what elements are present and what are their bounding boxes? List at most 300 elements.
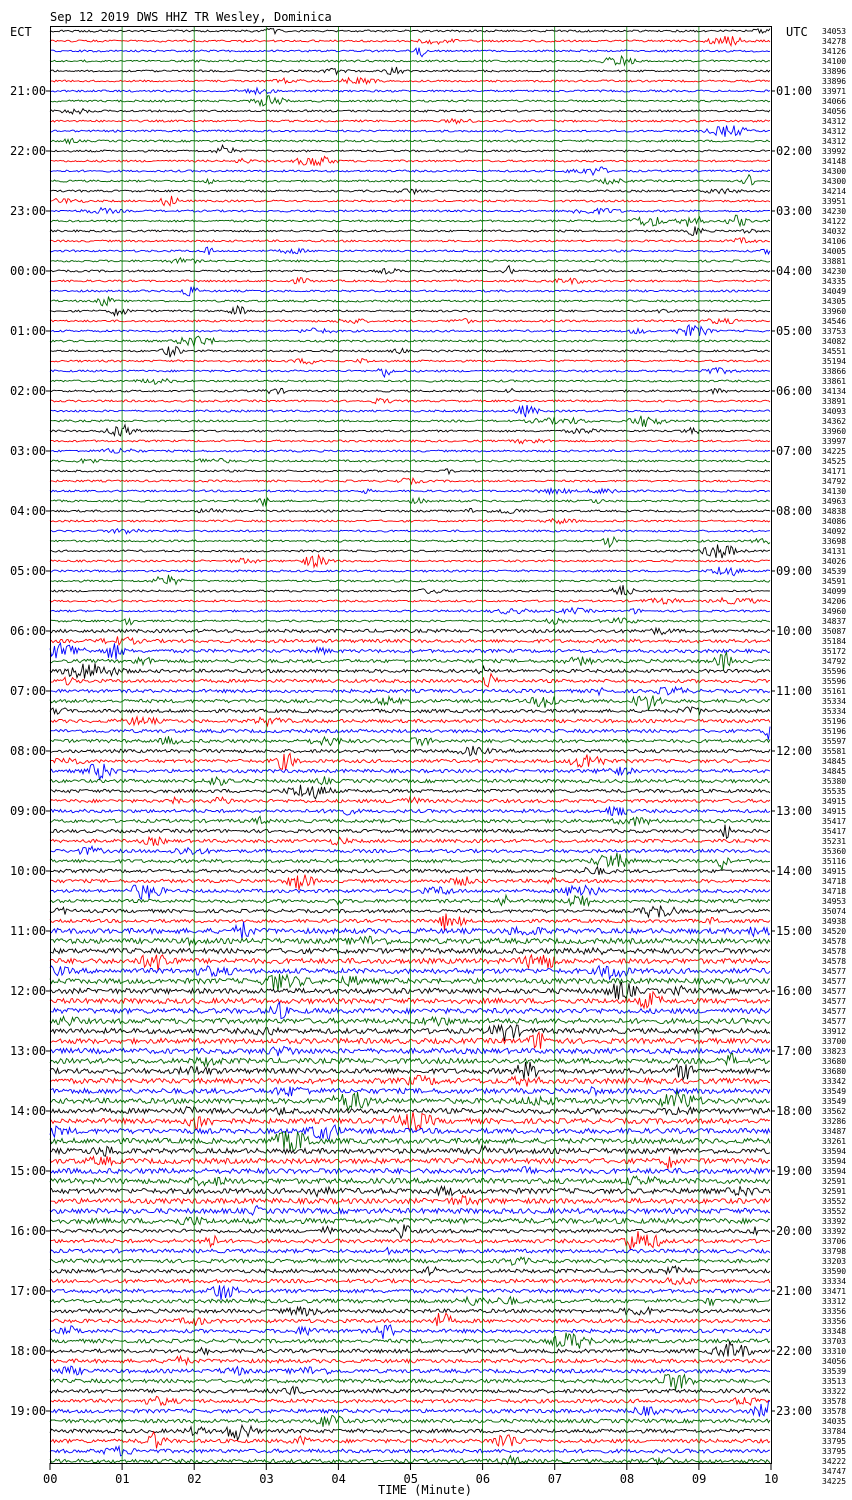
seismic-trace xyxy=(50,1278,770,1285)
trace-count-label: 34312 xyxy=(822,117,847,126)
trace-count-label: 33798 xyxy=(822,1247,847,1256)
seismic-trace xyxy=(50,1266,770,1275)
left-hour-label: 23:00 xyxy=(10,204,47,218)
seismic-trace xyxy=(50,687,770,695)
trace-count-label: 34049 xyxy=(822,287,847,296)
seismic-trace xyxy=(50,1032,770,1049)
seismic-trace xyxy=(50,508,770,513)
seismic-trace xyxy=(50,319,770,324)
seismic-trace xyxy=(50,469,770,474)
right-hour-label: 06:00 xyxy=(776,384,813,398)
trace-count-label: 34171 xyxy=(822,467,847,476)
right-hour-label: 16:00 xyxy=(776,984,813,998)
trace-count-label: 34122 xyxy=(822,217,847,226)
trace-count-label: 34100 xyxy=(822,57,847,66)
seismic-trace xyxy=(50,776,770,785)
trace-count-label: 34106 xyxy=(822,237,847,246)
trace-count-label: 35360 xyxy=(822,847,847,856)
trace-count-label: 34214 xyxy=(822,187,847,196)
trace-count-label: 34300 xyxy=(822,177,847,186)
seismic-trace xyxy=(50,1425,770,1440)
seismic-trace xyxy=(50,575,770,585)
trace-count-label: 34578 xyxy=(822,957,847,966)
seismic-trace xyxy=(50,96,770,106)
seismic-trace xyxy=(50,895,770,906)
trace-count-label: 35380 xyxy=(822,777,847,786)
seismic-trace xyxy=(50,1217,770,1225)
seismic-trace xyxy=(50,208,770,215)
seismic-trace xyxy=(50,78,770,84)
left-time-axis xyxy=(10,84,50,1418)
seismic-trace xyxy=(50,797,770,804)
seismic-trace xyxy=(50,1297,770,1306)
trace-count-label: 33753 xyxy=(822,327,847,336)
trace-count-label: 33680 xyxy=(822,1067,847,1076)
left-hour-label: 09:00 xyxy=(10,804,47,818)
trace-count-label: 33334 xyxy=(822,1277,847,1286)
seismic-trace xyxy=(50,1401,770,1417)
trace-count-label: 33578 xyxy=(822,1397,847,1406)
seismic-trace xyxy=(50,1333,770,1349)
trace-count-label: 33700 xyxy=(822,1037,847,1046)
trace-count-label: 34035 xyxy=(822,1417,847,1426)
seismic-trace xyxy=(50,458,770,463)
trace-count-label: 33706 xyxy=(822,1237,847,1246)
left-hour-label: 16:00 xyxy=(10,1224,47,1238)
seismic-trace xyxy=(50,1131,770,1151)
seismic-trace xyxy=(50,1396,770,1405)
seismic-trace xyxy=(50,405,770,417)
trace-count-label: 35231 xyxy=(822,837,847,846)
trace-count-label: 32591 xyxy=(822,1177,847,1186)
trace-count-label: 33992 xyxy=(822,147,847,156)
right-hour-label: 20:00 xyxy=(776,1224,813,1238)
seismic-trace xyxy=(50,88,770,94)
seismic-trace xyxy=(50,1106,770,1115)
seismic-trace xyxy=(50,807,770,816)
left-hour-label: 03:00 xyxy=(10,444,47,458)
seismic-trace xyxy=(50,696,770,710)
left-hour-label: 04:00 xyxy=(10,504,47,518)
seismic-trace xyxy=(50,875,770,890)
trace-count-label: 35196 xyxy=(822,727,847,736)
trace-count-label: 34539 xyxy=(822,567,847,576)
x-tick-label: 09 xyxy=(691,1472,707,1486)
seismic-trace xyxy=(50,416,770,427)
trace-count-column xyxy=(822,27,846,1486)
seismic-trace xyxy=(50,238,770,243)
seismic-trace xyxy=(50,1307,770,1316)
seismic-trace xyxy=(50,555,770,567)
seismic-trace xyxy=(50,529,770,534)
left-hour-label: 00:00 xyxy=(10,264,47,278)
trace-count-label: 34056 xyxy=(822,1357,847,1366)
trace-count-label: 34086 xyxy=(822,517,847,526)
trace-count-label: 34577 xyxy=(822,1017,847,1026)
seismic-trace xyxy=(50,636,770,645)
left-hour-label: 15:00 xyxy=(10,1164,47,1178)
trace-count-label: 33590 xyxy=(822,1267,847,1276)
seismic-trace xyxy=(50,215,770,226)
seismic-trace xyxy=(50,449,770,454)
seismic-trace xyxy=(50,297,770,306)
trace-count-label: 33703 xyxy=(822,1337,847,1346)
trace-count-label: 33795 xyxy=(822,1447,847,1456)
trace-count-label: 33203 xyxy=(822,1257,847,1266)
trace-count-label: 33471 xyxy=(822,1287,847,1296)
x-tick-label: 07 xyxy=(547,1472,563,1486)
seismic-trace xyxy=(50,567,770,576)
trace-count-label: 35596 xyxy=(822,667,847,676)
seismic-trace xyxy=(50,674,770,687)
trace-count-label: 34300 xyxy=(822,167,847,176)
trace-count-label: 35417 xyxy=(822,817,847,826)
trace-count-label: 34960 xyxy=(822,607,847,616)
seismic-trace xyxy=(50,1374,770,1390)
trace-count-label: 33578 xyxy=(822,1407,847,1416)
seismic-trace xyxy=(50,608,770,614)
trace-count-label: 33784 xyxy=(822,1427,847,1436)
seismic-trace xyxy=(50,398,770,403)
trace-count-label: 34915 xyxy=(822,797,847,806)
seismic-trace xyxy=(50,226,770,235)
trace-count-label: 33912 xyxy=(822,1027,847,1036)
trace-count-label: 33997 xyxy=(822,437,847,446)
seismic-trace xyxy=(50,585,770,595)
trace-count-label: 33261 xyxy=(822,1137,847,1146)
trace-count-label: 33356 xyxy=(822,1307,847,1316)
trace-count-label: 33594 xyxy=(822,1167,847,1176)
right-hour-label: 23:00 xyxy=(776,1404,813,1418)
seismic-trace xyxy=(50,628,770,635)
right-hour-label: 12:00 xyxy=(776,744,813,758)
seismic-trace xyxy=(50,478,770,484)
seismic-trace xyxy=(50,837,770,846)
seismic-trace xyxy=(50,1156,770,1169)
right-hour-label: 08:00 xyxy=(776,504,813,518)
seismic-trace xyxy=(50,1231,770,1250)
seismic-trace xyxy=(50,379,770,385)
seismic-trace xyxy=(50,906,770,918)
seismic-trace xyxy=(50,922,770,940)
trace-count-label: 34845 xyxy=(822,767,847,776)
trace-count-label: 33487 xyxy=(822,1127,847,1136)
trace-count-label: 33552 xyxy=(822,1197,847,1206)
trace-count-label: 33552 xyxy=(822,1207,847,1216)
trace-count-label: 35597 xyxy=(822,737,847,746)
right-hour-label: 17:00 xyxy=(776,1044,813,1058)
seismic-trace xyxy=(50,388,770,394)
trace-count-label: 33881 xyxy=(822,257,847,266)
trace-count-label: 34032 xyxy=(822,227,847,236)
trace-count-label: 33823 xyxy=(822,1047,847,1056)
right-timezone-label: UTC xyxy=(786,25,808,39)
trace-count-label: 34915 xyxy=(822,807,847,816)
seismic-trace xyxy=(50,825,770,839)
seismic-trace xyxy=(50,816,770,826)
trace-count-label: 35417 xyxy=(822,827,847,836)
trace-count-label: 35074 xyxy=(822,907,847,916)
trace-count-label: 33549 xyxy=(822,1097,847,1106)
seismic-trace xyxy=(50,1091,770,1110)
seismic-trace xyxy=(50,992,770,1008)
trace-count-label: 35334 xyxy=(822,707,847,716)
seismic-trace xyxy=(50,1087,770,1096)
trace-count-label: 33539 xyxy=(822,1367,847,1376)
seismic-trace xyxy=(50,1112,770,1131)
x-tick-label: 04 xyxy=(331,1472,346,1486)
seismic-trace xyxy=(50,1386,770,1394)
seismic-trace xyxy=(50,1447,770,1456)
trace-count-label: 34525 xyxy=(822,457,847,466)
trace-count-label: 34362 xyxy=(822,417,847,426)
trace-count-label: 33866 xyxy=(822,367,847,376)
x-tick-label: 05 xyxy=(403,1472,418,1486)
seismic-trace xyxy=(50,936,770,945)
left-timezone-label: ECT xyxy=(10,25,32,39)
trace-count-label: 35334 xyxy=(822,697,847,706)
trace-count-label: 34305 xyxy=(822,297,847,306)
trace-count-label: 33680 xyxy=(822,1057,847,1066)
trace-count-label: 35184 xyxy=(822,637,847,646)
seismic-trace xyxy=(50,746,770,756)
seismic-trace xyxy=(50,439,770,444)
trace-count-label: 34578 xyxy=(822,937,847,946)
trace-count-label: 34747 xyxy=(822,1467,847,1476)
trace-count-label: 34551 xyxy=(822,347,847,356)
seismic-trace xyxy=(50,67,770,75)
seismic-trace xyxy=(50,119,770,124)
trace-count-label: 33960 xyxy=(822,307,847,316)
right-hour-label: 19:00 xyxy=(776,1164,813,1178)
trace-count-label: 33971 xyxy=(822,87,847,96)
seismic-trace xyxy=(50,336,770,346)
trace-count-label: 34131 xyxy=(822,547,847,556)
seismic-trace xyxy=(50,425,770,436)
trace-count-label: 33322 xyxy=(822,1387,847,1396)
right-time-axis xyxy=(771,84,812,1418)
seismic-trace xyxy=(50,1146,770,1157)
trace-count-label: 34026 xyxy=(822,557,847,566)
left-hour-label: 22:00 xyxy=(10,144,47,158)
trace-count-label: 33356 xyxy=(822,1317,847,1326)
seismic-trace xyxy=(50,1167,770,1174)
seismic-trace xyxy=(50,167,770,175)
seismic-trace xyxy=(50,652,770,670)
x-axis-label: TIME (Minute) xyxy=(378,1483,472,1497)
trace-count-label: 34225 xyxy=(822,1477,847,1486)
right-hour-label: 07:00 xyxy=(776,444,813,458)
seismic-trace xyxy=(50,1366,770,1375)
x-tick-label: 00 xyxy=(43,1472,58,1486)
seismic-trace xyxy=(50,258,770,263)
seismic-trace xyxy=(50,764,770,780)
seismic-trace xyxy=(50,306,770,316)
left-hour-label: 19:00 xyxy=(10,1404,47,1418)
right-hour-label: 21:00 xyxy=(776,1284,813,1298)
seismic-trace xyxy=(50,196,770,206)
seismic-trace xyxy=(50,36,770,46)
seismic-trace xyxy=(50,1176,770,1186)
trace-count-label: 33861 xyxy=(822,377,847,386)
seismic-trace xyxy=(50,1225,770,1239)
seismic-trace xyxy=(50,545,770,559)
trace-count-label: 34225 xyxy=(822,447,847,456)
trace-count-label: 33896 xyxy=(822,77,847,86)
trace-count-label: 35194 xyxy=(822,357,847,366)
trace-count-label: 34278 xyxy=(822,37,847,46)
trace-count-label: 32591 xyxy=(822,1187,847,1196)
seismic-trace xyxy=(50,1196,770,1205)
trace-count-label: 33392 xyxy=(822,1227,847,1236)
seismic-trace xyxy=(50,175,770,185)
trace-count-label: 34577 xyxy=(822,987,847,996)
trace-count-label: 33312 xyxy=(822,1297,847,1306)
x-tick-label: 10 xyxy=(764,1472,779,1486)
seismic-trace xyxy=(50,368,770,377)
left-hour-label: 12:00 xyxy=(10,984,47,998)
seismic-trace xyxy=(50,1325,770,1339)
right-hour-label: 05:00 xyxy=(776,324,813,338)
x-tick-label: 08 xyxy=(619,1472,635,1486)
left-hour-label: 21:00 xyxy=(10,84,47,98)
seismic-trace xyxy=(50,109,770,114)
trace-count-label: 35535 xyxy=(822,787,847,796)
seismic-trace xyxy=(50,1285,770,1300)
seismic-trace xyxy=(50,519,770,524)
seismic-trace xyxy=(50,948,770,955)
seismic-trace xyxy=(50,537,770,547)
trace-count-label: 34792 xyxy=(822,657,847,666)
trace-count-label: 34130 xyxy=(822,487,847,496)
x-tick-label: 06 xyxy=(475,1472,491,1486)
seismic-trace xyxy=(50,1206,770,1216)
seismic-trace xyxy=(50,1356,770,1364)
right-hour-label: 22:00 xyxy=(776,1344,813,1358)
trace-count-label: 34134 xyxy=(822,387,847,396)
left-hour-label: 14:00 xyxy=(10,1104,47,1118)
seismic-trace xyxy=(50,867,770,875)
seismic-trace xyxy=(50,1415,770,1426)
seismic-trace xyxy=(50,498,770,507)
right-hour-label: 03:00 xyxy=(776,204,813,218)
right-hour-label: 14:00 xyxy=(776,864,813,878)
trace-count-label: 34837 xyxy=(822,617,847,626)
seismic-trace xyxy=(50,618,770,625)
seismic-trace xyxy=(50,885,770,899)
seismic-trace xyxy=(50,138,770,143)
seismic-trace xyxy=(50,145,770,153)
seismic-trace xyxy=(50,48,770,57)
trace-count-label: 34066 xyxy=(822,97,847,106)
trace-count-label: 34578 xyxy=(822,947,847,956)
trace-count-label: 33342 xyxy=(822,1077,847,1086)
seismic-trace xyxy=(50,28,770,33)
right-hour-label: 01:00 xyxy=(776,84,813,98)
trace-count-label: 35161 xyxy=(822,687,847,696)
seismic-trace xyxy=(50,707,770,714)
right-hour-label: 11:00 xyxy=(776,684,813,698)
minute-gridlines xyxy=(122,26,699,1463)
right-hour-label: 02:00 xyxy=(776,144,813,158)
trace-count-label: 34915 xyxy=(822,867,847,876)
trace-count-label: 34963 xyxy=(822,497,847,506)
seismic-trace xyxy=(50,853,770,870)
seismic-trace xyxy=(50,1075,770,1086)
trace-count-label: 34005 xyxy=(822,247,847,256)
trace-count-label: 34206 xyxy=(822,597,847,606)
seismic-trace xyxy=(50,1313,770,1326)
trace-count-label: 33891 xyxy=(822,397,847,406)
trace-count-label: 33562 xyxy=(822,1107,847,1116)
left-hour-label: 02:00 xyxy=(10,384,47,398)
trace-count-label: 33960 xyxy=(822,427,847,436)
trace-count-label: 34938 xyxy=(822,917,847,926)
trace-count-label: 34335 xyxy=(822,277,847,286)
x-tick-label: 01 xyxy=(115,1472,130,1486)
seismic-trace xyxy=(50,727,770,740)
left-hour-label: 01:00 xyxy=(10,324,47,338)
seismic-trace xyxy=(50,736,770,745)
trace-count-label: 33896 xyxy=(822,67,847,76)
trace-count-label: 33795 xyxy=(822,1437,847,1446)
trace-count-label: 33594 xyxy=(822,1147,847,1156)
trace-count-label: 33392 xyxy=(822,1217,847,1226)
seismic-trace xyxy=(50,1257,770,1265)
left-hour-label: 05:00 xyxy=(10,564,47,578)
seismic-trace xyxy=(50,1053,770,1066)
seismic-trace xyxy=(50,189,770,194)
seismic-trace xyxy=(50,347,770,358)
trace-count-label: 34093 xyxy=(822,407,847,416)
seismic-trace xyxy=(50,489,770,495)
trace-count-label: 34577 xyxy=(822,997,847,1006)
left-hour-label: 08:00 xyxy=(10,744,47,758)
seismic-trace xyxy=(50,359,770,364)
seismic-trace xyxy=(50,1046,770,1056)
seismic-trace xyxy=(50,1025,770,1041)
right-hour-label: 10:00 xyxy=(776,624,813,638)
trace-count-label: 34230 xyxy=(822,207,847,216)
trace-count-label: 35116 xyxy=(822,857,847,866)
trace-count-label: 33310 xyxy=(822,1347,847,1356)
left-hour-label: 11:00 xyxy=(10,924,47,938)
trace-count-label: 34099 xyxy=(822,587,847,596)
trace-count-label: 35087 xyxy=(822,627,847,636)
seismic-trace xyxy=(50,846,770,854)
trace-count-label: 35172 xyxy=(822,647,847,656)
x-tick-label: 03 xyxy=(259,1472,274,1486)
seismic-trace xyxy=(50,266,770,274)
right-hour-label: 15:00 xyxy=(776,924,813,938)
left-hour-label: 06:00 xyxy=(10,624,47,638)
trace-count-label: 33348 xyxy=(822,1327,847,1336)
trace-count-label: 34222 xyxy=(822,1457,847,1466)
seismic-trace xyxy=(50,753,770,770)
seismic-trace xyxy=(50,1002,770,1018)
trace-count-label: 34546 xyxy=(822,317,847,326)
trace-count-label: 34953 xyxy=(822,897,847,906)
trace-count-label: 33594 xyxy=(822,1157,847,1166)
seismic-trace xyxy=(50,663,770,678)
seismic-trace xyxy=(50,278,770,284)
trace-count-label: 33951 xyxy=(822,197,847,206)
trace-count-label: 34126 xyxy=(822,47,847,56)
seismic-trace xyxy=(50,287,770,296)
trace-count-label: 33286 xyxy=(822,1117,847,1126)
seismic-traces xyxy=(50,28,770,1465)
trace-count-label: 34792 xyxy=(822,477,847,486)
